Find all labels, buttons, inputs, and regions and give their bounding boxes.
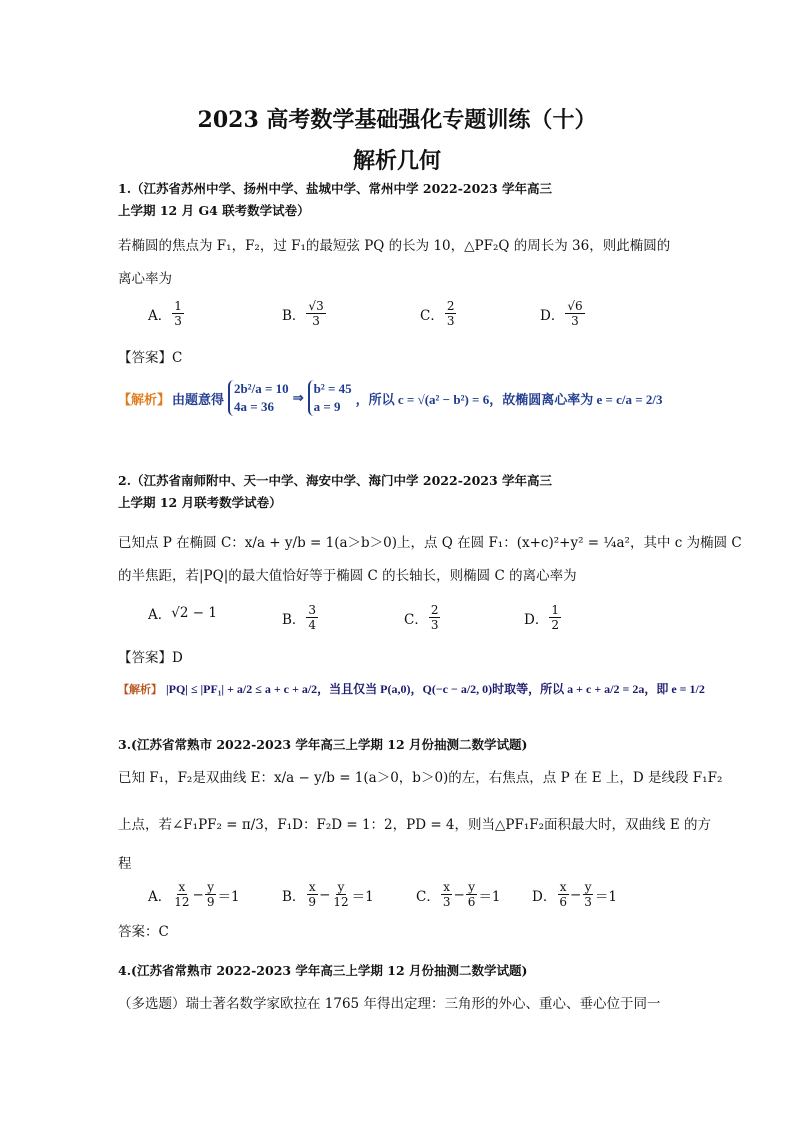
option-fraction bbox=[306, 880, 318, 909]
equation-system-1 bbox=[228, 380, 289, 416]
q1-option-d[interactable] bbox=[540, 299, 586, 328]
q1-option-b[interactable] bbox=[282, 299, 327, 328]
q2-options bbox=[148, 603, 688, 633]
option-fraction bbox=[172, 880, 191, 909]
q1-stem bbox=[118, 230, 683, 296]
system-line: b² = 45 bbox=[313, 381, 352, 396]
fraction-numerator: 2 bbox=[430, 603, 439, 617]
fraction-numerator: x bbox=[308, 880, 316, 894]
fraction-numerator: 3 bbox=[308, 603, 317, 617]
q4-stem bbox=[118, 988, 683, 1021]
option-text: √2 − 1 bbox=[171, 605, 217, 621]
fraction-numerator: 2 bbox=[446, 299, 455, 313]
option-label: B． bbox=[282, 888, 306, 905]
solution-text: |PQ| ≤ |PF₁| + a/2 ≤ a + c + a/2，当且仅当 P(a,0)，Q(−c − a/2, 0)时取等，所以 a + c + a/2 = 2a，即 e = 1/2 bbox=[166, 682, 705, 696]
q3-answer: 答案：C bbox=[118, 924, 169, 940]
fraction-numerator: 1 bbox=[174, 299, 182, 313]
fraction-denominator: 3 bbox=[584, 895, 592, 909]
solution-tag: 【解析】 bbox=[118, 391, 171, 407]
q2-stem-line1: 已知点 P 在椭圆 C：x/a + y/b = 1(a＞b＞0)上，点 Q 在圆 F₁：(x+c)²+y² = ¼a²，其中 c 为椭圆 C bbox=[118, 535, 742, 551]
q2-answer: 【答案】D bbox=[118, 650, 183, 666]
q3-options bbox=[148, 880, 688, 910]
q3-option-a[interactable]: A． $\frac{x}{12}$ − $\frac{y}{9}$ ＝1 bbox=[148, 880, 240, 909]
option-label: C． bbox=[404, 611, 428, 628]
q2-stem-line2: 的半焦距，若|PQ|的最大值恰好等于椭圆 C 的长轴长，则椭圆 C 的离心率为 bbox=[118, 568, 577, 584]
fraction-numerator: 1 bbox=[551, 603, 559, 617]
fraction-numerator: y bbox=[207, 880, 215, 894]
option-fraction bbox=[565, 299, 584, 328]
option-label: D． bbox=[540, 307, 565, 324]
q2-option-b[interactable] bbox=[282, 603, 319, 632]
fraction-denominator: 3 bbox=[446, 314, 455, 328]
q3-option-c[interactable]: C． $\frac{x}{3}$ − $\frac{y}{6}$ ＝1 bbox=[416, 880, 501, 909]
option-label: D． bbox=[524, 611, 549, 628]
q1-stem-line2: 离心率为 bbox=[118, 271, 172, 287]
option-label: B． bbox=[282, 611, 306, 628]
option-fraction bbox=[205, 880, 217, 909]
q1-answer: 【答案】C bbox=[118, 350, 183, 366]
q3-source: 3.(江苏省常熟市 2022-2023 学年高三上学期 12 月份抽测二数学试题) bbox=[118, 737, 528, 752]
q3-option-d[interactable]: D． $\frac{x}{6}$ − $\frac{y}{3}$ ＝1 bbox=[532, 880, 618, 909]
q1-stem-line1: 若椭圆的焦点为 F₁，F₂，过 F₁的最短弦 PQ 的长为 10，△PF₂Q 的周长为 36，则此椭圆的 bbox=[118, 238, 671, 254]
implies-symbol: ⇒ bbox=[292, 390, 304, 405]
option-label: D． bbox=[532, 888, 557, 905]
fraction-denominator: 9 bbox=[206, 895, 215, 909]
option-fraction bbox=[331, 880, 350, 909]
solution-lead: 由题意得 bbox=[172, 391, 225, 407]
page-title: 2023 高考数学基础强化专题训练（十） bbox=[197, 107, 597, 133]
option-fraction bbox=[306, 299, 325, 328]
solution-tail: ，所以 c = √(a² − b²) = 6，故椭圆离心率为 e = c/a = 2/3 bbox=[355, 391, 663, 407]
fraction-denominator: 6 bbox=[559, 895, 567, 909]
q3-stem-line1: 已知 F₁，F₂是双曲线 E：x/a − y/b = 1(a＞0，b＞0)的左，右焦点，点 P 在 E 上，D 是线段 F₁F₂ bbox=[118, 770, 723, 786]
option-fraction bbox=[445, 299, 457, 328]
fraction-denominator: 6 bbox=[467, 895, 476, 909]
option-fraction bbox=[582, 880, 594, 909]
solution-tag: 【解析】 bbox=[118, 683, 162, 696]
fraction-numerator: x bbox=[443, 880, 451, 894]
fraction-denominator: 12 bbox=[174, 895, 190, 909]
fraction-denominator: 2 bbox=[551, 618, 559, 632]
q4-stem-line1: （多选题）瑞士著名数学家欧拉在 1765 年得出定理：三角形的外心、重心、垂心位于同一 bbox=[118, 996, 661, 1012]
option-label: A． bbox=[148, 607, 172, 623]
option-fraction bbox=[557, 880, 569, 909]
q2-source-line1: 2.（江苏省南师附中、天一中学、海安中学、海门中学 2022-2023 学年高三 bbox=[118, 473, 553, 488]
q2-option-d[interactable] bbox=[524, 603, 562, 632]
option-fraction bbox=[306, 603, 318, 632]
system-line: 4a = 36 bbox=[234, 399, 274, 414]
q1-options bbox=[148, 299, 688, 329]
fraction-numerator: y bbox=[584, 880, 592, 894]
q2-option-c[interactable] bbox=[404, 603, 441, 632]
option-label: B． bbox=[282, 307, 306, 324]
q1-source-line1: 1.（江苏省苏州中学、扬州中学、盐城中学、常州中学 2022-2023 学年高三 bbox=[118, 181, 553, 196]
fraction-numerator: √6 bbox=[567, 299, 583, 313]
fraction-denominator: 9 bbox=[308, 895, 317, 909]
option-label: C． bbox=[420, 307, 444, 324]
fraction-denominator: 12 bbox=[333, 895, 349, 909]
option-fraction bbox=[429, 603, 441, 632]
fraction-numerator: x bbox=[178, 880, 186, 894]
q4-source: 4.(江苏省常熟市 2022-2023 学年高三上学期 12 月份抽测二数学试题) bbox=[118, 963, 528, 978]
option-fraction bbox=[466, 880, 478, 909]
q1-option-a[interactable] bbox=[148, 299, 185, 328]
fraction-denominator: 3 bbox=[430, 618, 439, 632]
option-label: C． bbox=[416, 888, 440, 905]
q2-source bbox=[118, 470, 552, 514]
system-line: a = 9 bbox=[313, 399, 341, 414]
fraction-numerator: y bbox=[337, 880, 345, 894]
option-label: A． bbox=[148, 307, 172, 324]
q3-stem bbox=[118, 762, 723, 881]
q3-option-b[interactable]: B． $\frac{x}{9}$ − $\frac{y}{12}$ ＝1 bbox=[282, 880, 374, 909]
q2-stem bbox=[118, 527, 742, 593]
equation-system-2 bbox=[308, 380, 352, 416]
q2-source-line2: 上学期 12 月联考数学试卷） bbox=[118, 495, 282, 510]
fraction-numerator: y bbox=[468, 880, 475, 894]
fraction-denominator: 3 bbox=[442, 895, 451, 909]
q3-stem-line2: 上点，若∠F₁PF₂ = π/3，F₁D：F₂D = 1：2，PD = 4，则当△PF₁F₂面积最大时，双曲线 E 的方 bbox=[118, 817, 711, 833]
q1-source-line2: 上学期 12 月 G4 联考数学试卷） bbox=[118, 203, 310, 218]
q3-stem-line3: 程 bbox=[118, 856, 132, 872]
option-fraction bbox=[441, 880, 453, 909]
system-line: 2b²/a = 10 bbox=[234, 381, 289, 396]
fraction-denominator: 3 bbox=[571, 314, 579, 328]
fraction-denominator: 3 bbox=[174, 314, 182, 328]
fraction-denominator: 4 bbox=[308, 618, 317, 632]
option-fraction bbox=[549, 603, 561, 632]
option-fraction bbox=[172, 299, 184, 328]
fraction-denominator: 3 bbox=[312, 314, 320, 328]
q2-solution bbox=[118, 680, 705, 697]
q1-option-c[interactable] bbox=[420, 299, 457, 328]
option-label: A． bbox=[148, 888, 172, 905]
page-subtitle: 解析几何 bbox=[352, 148, 441, 174]
q2-option-a[interactable] bbox=[148, 603, 217, 623]
q1-source bbox=[118, 178, 552, 222]
q1-solution bbox=[118, 380, 663, 416]
fraction-numerator: x bbox=[559, 880, 567, 894]
fraction-numerator: √3 bbox=[308, 299, 324, 313]
